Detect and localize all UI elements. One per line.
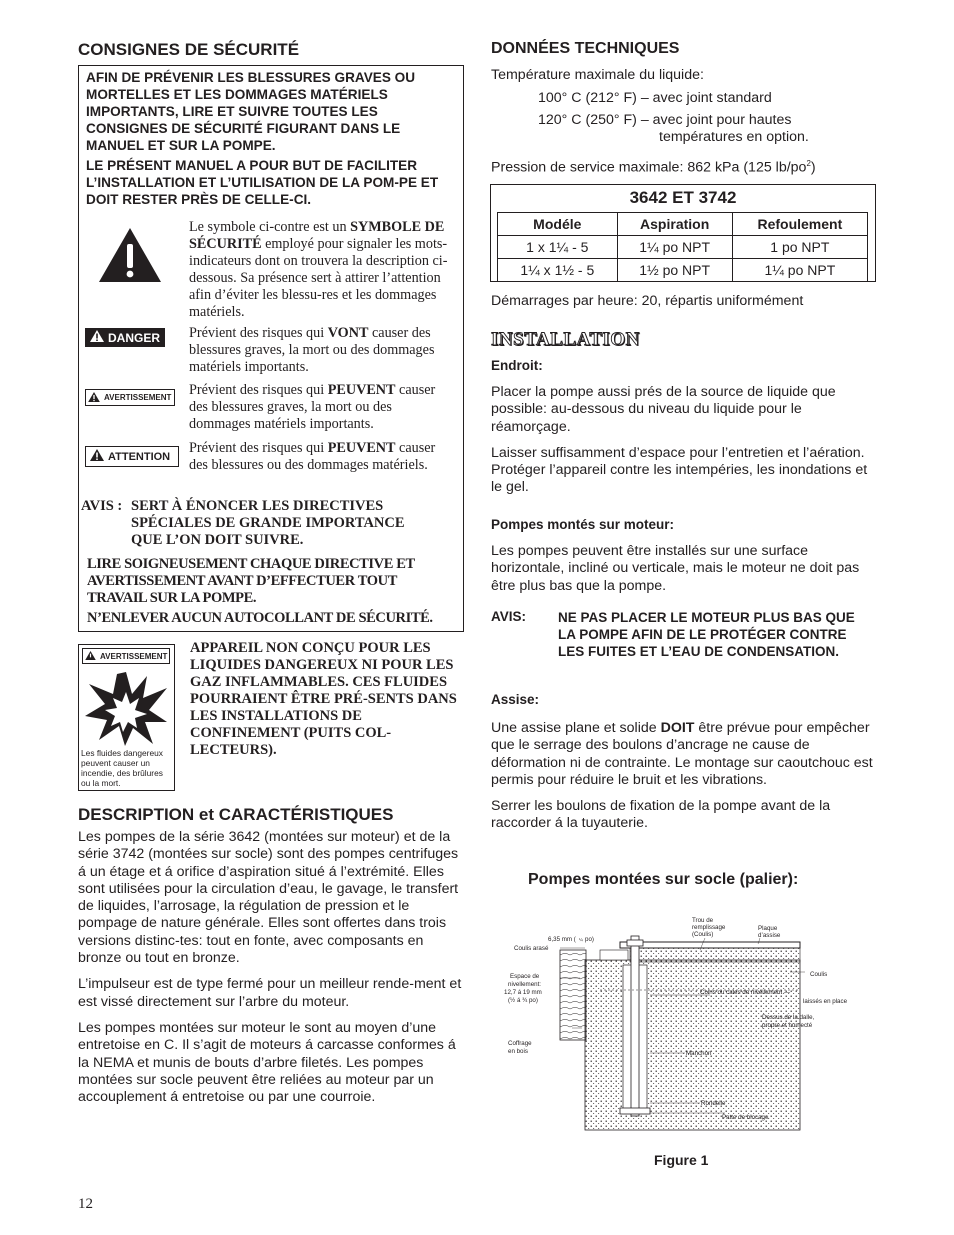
svg-text:(½ á ¾ po): (½ á ¾ po): [508, 997, 538, 1004]
warning-triangle-icon: [90, 449, 104, 464]
svg-text:Coulis arasé: Coulis arasé: [514, 945, 549, 952]
assise-body: [491, 720, 877, 842]
svg-text:po): po): [585, 936, 594, 943]
page-number: 12: [78, 1196, 93, 1212]
svg-text:Espace de: Espace de: [510, 973, 540, 980]
svg-text:Manchon: Manchon: [686, 1050, 712, 1057]
svg-text:nivellement:: nivellement:: [508, 981, 542, 988]
table-cell: 1¼ po NPT: [617, 236, 732, 259]
table-header: Refoulement: [732, 213, 867, 236]
pressure-text: Pression de service maximale: 862 kPa (125 $lb/po^2$): [491, 159, 816, 176]
avertissement-text: Prévient des risques qui PEUVENT causer des blessures graves, la mort ou des dommages matériels importants.: [189, 382, 436, 432]
warning-intro-1: AFIN DE PRÉVENIR LES BLESSURES GRAVES OU MORTELLES ET LES DOMMAGES MATÉRIELS IMPORTANTS, LIRE ET SUIVRE TOUTES LES CONSIGNES DE SÉCURITÉ FIGURANT DANS LE MANUEL ET SUR LA POMPE.: [86, 70, 416, 153]
temp-high-option: températures en option.: [659, 129, 809, 145]
endroit-label: Endroit:: [491, 358, 543, 373]
svg-text:en bois: en bois: [508, 1048, 528, 1055]
table-cell: 1 x 1¼ - 5: [498, 236, 618, 259]
avis-label: AVIS :: [81, 498, 123, 514]
svg-text:(Coulis): (Coulis): [692, 931, 714, 938]
description-body: [78, 829, 464, 1115]
safety-symbol-icon: [97, 226, 163, 284]
starts-per-hour: Démarrages par heure: 20, répartis uniformément: [491, 293, 804, 309]
description-paragraph: Les pompes montées sur moteur le sont au moyen d’une entretoise en C. Il s’agit de moteurs á carcasse conformes á la NEMA et munis de bouts d’arbre filetés. Les pompes montées sur socle peuvent être reliées au moteur par un accouplement á entretoise ou par une courroie.: [78, 1019, 456, 1106]
table-header: Modéle: [498, 213, 618, 236]
endroit-paragraph: Placer la pompe aussi prés de la source de liquide que possible: au-dessous du niveau du liquide pour le réamorçage.: [491, 384, 836, 435]
danger-text: Prévient des risques qui VONT causer des blessures graves, la mort ou des dommages matériels importants.: [189, 325, 435, 375]
avis-text-right: NE PAS PLACER LE MOTEUR PLUS BAS QUE LA POMPE AFIN DE LE PROTÉGER CONTRE LES FUITES ET L’EAU DE CONDENSATION.: [558, 610, 855, 659]
table-header: Aspiration: [617, 213, 732, 236]
motor-label: Pompes montés sur moteur:: [491, 517, 675, 532]
table-cell: 1¼ po NPT: [732, 259, 867, 282]
description-paragraph: L’impulseur est de type fermé pour un meilleur rende-ment et est vissé directement sur l’arbre du moteur.: [78, 976, 462, 1010]
svg-text:remplissage: remplissage: [692, 924, 726, 931]
avis-text: SERT À ÉNONCER LES DIRECTIVES SPÉCIALES DE GRANDE IMPORTANCE QUE L’ON DOIT SUIVRE.: [131, 498, 405, 548]
install-title: INSTALLATION: [491, 329, 640, 350]
warning-intro-2: LE PRÉSENT MANUEL A POUR BUT DE FACILITER L’INSTALLATION ET L’UTILISATION DE LA POM-PE ET DOIT RESTER PRÈS DE CELLE-CI.: [86, 158, 439, 207]
assise-paragraph: Une assise plane et solide DOIT être prévue pour empêcher que le serrage des boulons d’ancrage ne cause de déformation ni de contrainte. Le montage sur caoutchouc est permis pour réduire le bruit et les vibrations.: [491, 720, 873, 788]
hazard-avertissement-badge: AVERTISSEMENT: [82, 648, 170, 664]
svg-text:12,7 á 19 mm: 12,7 á 19 mm: [504, 989, 542, 996]
description-paragraph: Les pompes de la série 3642 (montées sur moteur) et de la série 3742 (montées sur socle) sont des pompes centrifuges á un étage et á orifice d’aspiration situé á l’extrémité. Elles sont utilisées pour la circulation d’eau, le gavage, le transfert de liquides, l’arrosage, la régulation de pression et le pompage de nature générale. Elles sont offertes dans trois versions distinc-tes: tout en fonte, avec composants en bronze ou tout en bronze.: [78, 829, 459, 967]
warning-triangle-icon: [85, 651, 96, 662]
svg-text:Rondelle: Rondelle: [701, 1100, 726, 1107]
safety-symbol-text: Le symbole ci-contre est un SYMBOLE DE SÉCURITÉ employé pour signaler les mots-indicateurs dont on trouvera la description ci-dessous. Sa présence sert à attirer l’attention afin d’éviter les blessu-res et les dommages matériels.: [189, 219, 448, 320]
svg-text:Coulis: Coulis: [810, 971, 828, 978]
read-instructions-text: LIRE SOIGNEUSEMENT CHAQUE DIRECTIVE ET AVERTISSEMENT AVANT D’EFFECTUER TOUT TRAVAIL SUR LA POMPE.: [87, 556, 415, 606]
attention-badge: ATTENTION: [85, 446, 179, 467]
spec-table-box: [490, 184, 876, 282]
svg-text:Dessus de la dalle,: Dessus de la dalle,: [762, 1014, 815, 1021]
spec-table-title: 3642 ET 3742: [629, 188, 737, 207]
temp-label: Température maximale du liquide:: [491, 67, 704, 83]
safety-box: [78, 65, 464, 632]
svg-text:6,35 mm (: 6,35 mm (: [548, 936, 576, 943]
foundation-figure: [500, 910, 870, 1135]
svg-text:laissés en place: laissés en place: [803, 998, 848, 1005]
explosion-icon: [83, 670, 169, 746]
fig-label: Trou de: [692, 917, 714, 924]
svg-text:propre et humecté: propre et humecté: [762, 1022, 813, 1029]
temp-high: 120° C (250° F) – avec joint pour hautes: [538, 112, 792, 128]
hazard-caption: Les fluides dangereux peuvent causer un incendie, des brûlures ou la mort.: [81, 748, 163, 788]
table-cell: 1¼ x 1½ - 5: [498, 259, 618, 282]
warning-triangle-icon: [90, 330, 104, 345]
motor-paragraph: Les pompes peuvent être installés sur une surface horizontale, incliné ou verticale, mais le moteur ne doit pas être plus bas que la pompe.: [491, 543, 860, 594]
avis-label-right: AVIS:: [491, 609, 527, 624]
assise-paragraph: Serrer les boulons de fixation de la pompe avant de la raccorder á la tuyauterie.: [491, 798, 831, 832]
safety-title: CONSIGNES DE SÉCURITÉ: [78, 40, 300, 59]
svg-text:Coins ou cales de nivellement: Coins ou cales de nivellement —: [700, 989, 791, 996]
svg-text:Coffrage: Coffrage: [508, 1040, 532, 1047]
assise-label: Assise:: [491, 692, 540, 707]
table-cell: 1 po NPT: [732, 236, 867, 259]
endroit-body: [491, 384, 879, 506]
endroit-paragraph: Laisser suffisamment d’espace pour l’entretien et l’aération. Protéger l’appareil contre les intempéries, les inondations et le gel.: [491, 444, 868, 496]
sticker-text: N’ENLEVER AUCUN AUTOCOLLANT DE SÉCURITÉ.: [87, 610, 433, 626]
svg-text:Plaque: Plaque: [758, 925, 778, 932]
hazard-box: [78, 644, 175, 791]
socle-title: Pompes montées sur socle (palier):: [528, 871, 799, 888]
attention-text: Prévient des risques qui PEUVENT causer des blessures ou des dommages matériels.: [189, 440, 436, 473]
spec-table: [497, 212, 868, 282]
warning-triangle-icon: [88, 392, 100, 404]
table-row: [498, 259, 868, 282]
table-row: [498, 236, 868, 259]
svg-text:Patte de blocage: Patte de blocage: [722, 1114, 769, 1121]
figure-caption: Figure 1: [654, 1152, 709, 1168]
tech-title: DONNÉES TECHNIQUES: [491, 40, 680, 57]
avertissement-badge: AVERTISSEMENT: [85, 389, 175, 406]
svg-text:d’assise: d’assise: [758, 932, 781, 939]
svg-text:¼: ¼: [579, 937, 583, 942]
hazard-text: APPAREIL NON CONÇU POUR LES LIQUIDES DANGEREUX NI POUR LES GAZ INFLAMMABLES. CES FLUIDES POURRAIENT ÊTRE PRÉ-SENTS DANS LES INSTALLATIONS DE CONFINEMENT (PUITS COL-LECTEURS).: [190, 640, 457, 758]
danger-badge: DANGER: [85, 328, 165, 347]
table-cell: 1½ po NPT: [617, 259, 732, 282]
temp-standard: 100° C (212° F) – avec joint standard: [538, 90, 772, 106]
description-title: DESCRIPTION et CARACTÉRISTIQUES: [78, 805, 394, 824]
